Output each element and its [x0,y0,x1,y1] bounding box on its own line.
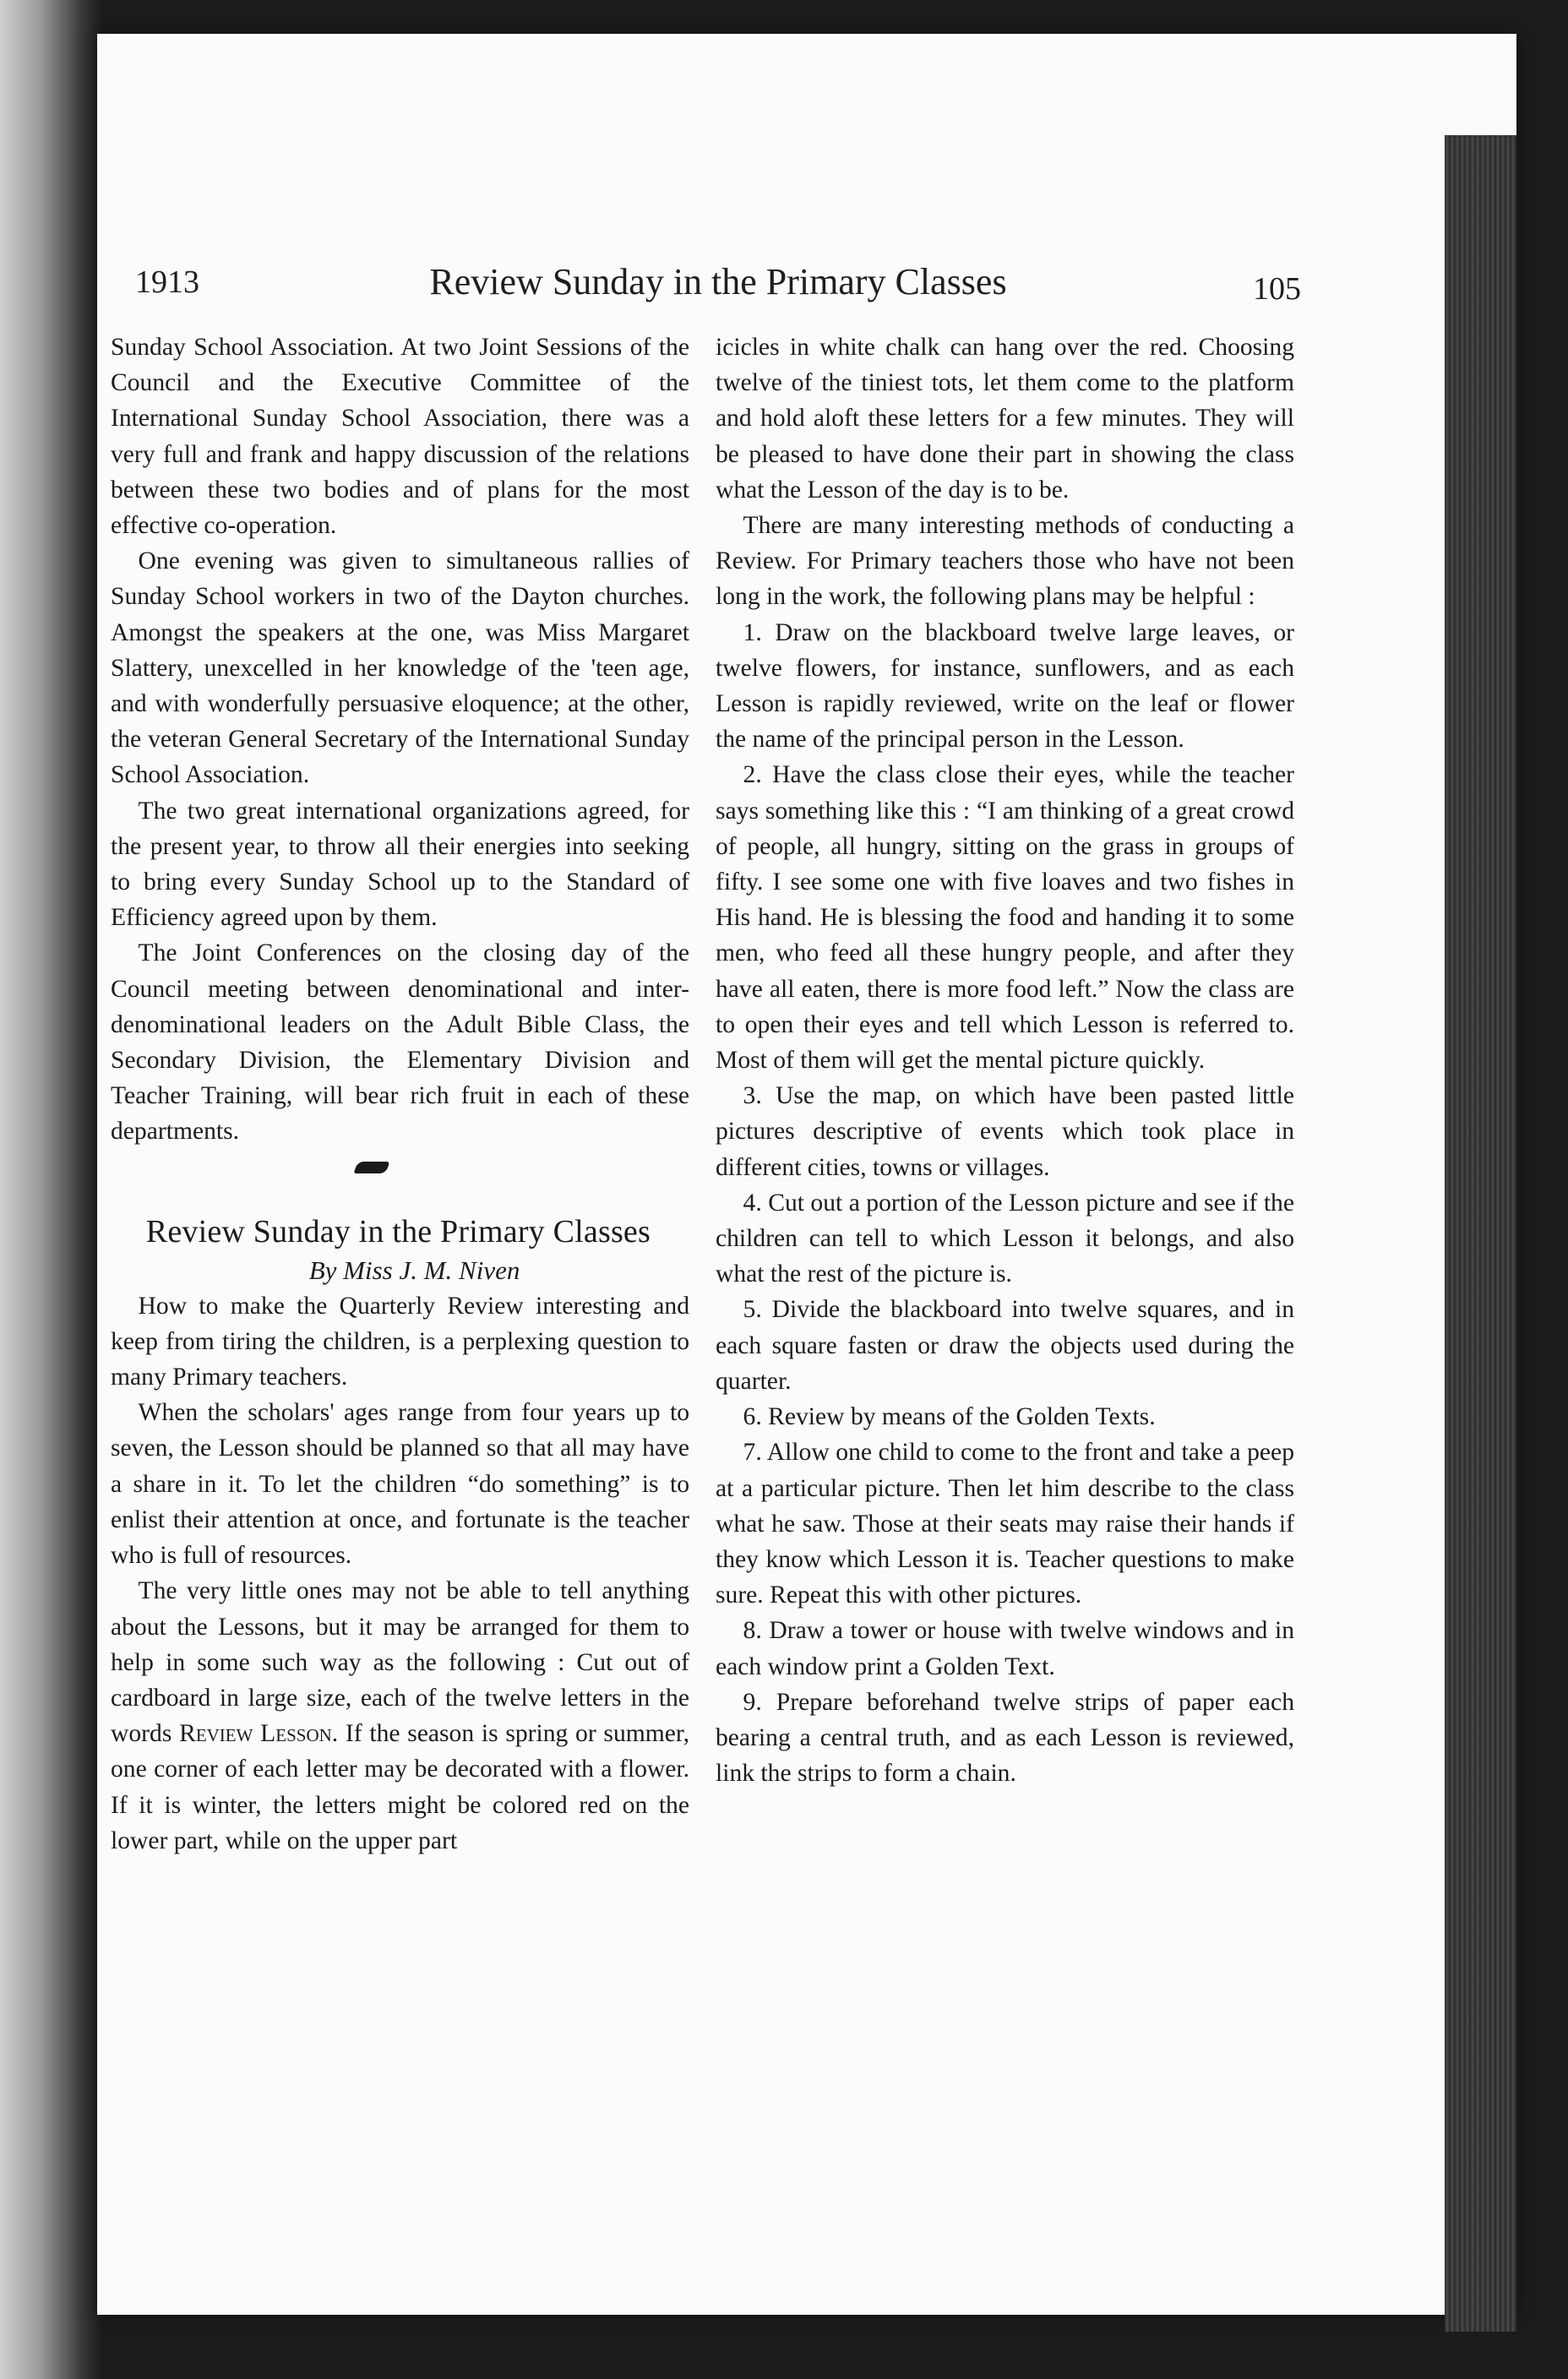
list-item: 9. Prepare beforehand twelve strips of paper each bearing a central truth, and as each Lesson is reviewed, link the strips to form a chain. [716,1688,1294,1788]
paragraph-text: The very little ones may not be able to tell anything about the Lessons, but it may be arranged for them to help in some such way as the following : Cut out of cardboard in large size, each of the twelve letters in the words [111,1577,689,1748]
paragraph: One evening was given to simultaneous rallies of Sunday School workers in two of the Dayton churches. Amongst the speakers at the one, was Miss Margaret Slattery, unexcelled in her knowledge of the 'teen age, and with wonderfully persuasive eloquence; at the other, the veteran General Secretary of the International Sunday School Association. [111,547,689,789]
small-caps-words: Review Lesson [179,1720,332,1748]
list-item: 2. Have the class close their eyes, while the teacher says something like this : “I am thinking of a great crowd of people, all hungry, sitting on the grass in groups of fifty. I see some one with five loaves and two fishes in His hand. He is blessing the food and handing it to some men, who feed all these hungry people, and after they have all eaten, there is more food left.” Now the class are to open their eyes and tell which Lesson is referred to. Most of them will get the mental picture quickly. [716,761,1294,1075]
paragraph: When the scholars' ages range from four years up to seven, the Lesson should be planned so that all may have a share in it. To let the children “do something” is to enlist their attention at once, and fortunate is the teacher who is full of resources. [111,1399,689,1570]
right-column [716,329,1294,1791]
paragraph: The two great international organizations agreed, for the present year, to throw all their energies into seeking to bring every Sunday School up to the Standard of Efficiency agreed upon by them. [111,797,689,932]
article-byline: By Miss J. M. Niven [308,1255,520,1285]
paragraph: icicles in white chalk can hang over the red. Choosing twelve of the tiniest tots, let them come to the platform and hold aloft these letters for a few minutes. They will be pleased to have done their part in showing the class what the Lesson of the day is to be. [716,334,1294,504]
paragraph-text: . If the season is spring or summer, one corner of each letter may be decorated with a flower. If it is winter, the letters might be colored red on the lower part, while on the upper part [111,1720,689,1854]
paragraph: How to make the Quarterly Review interesting and keep from tiring the children, is a perplexing question to many Primary teachers. [111,1292,689,1391]
list-item: 1. Draw on the blackboard twelve large leaves, or twelve flowers, for instance, sunflowers, and as each Lesson is rapidly reviewed, write on the leaf or flower the name of the principal person in the Lesson. [716,618,1294,754]
page-stack-edge [1445,135,1516,2332]
list-item: 6. Review by means of the Golden Texts. [743,1403,1156,1431]
section-ornament [353,1162,389,1173]
left-column [111,329,689,1859]
list-item: 5. Divide the blackboard into twelve squares, and in each square fasten or draw the objects used during the quarter. [716,1296,1294,1395]
list-item: 4. Cut out a portion of the Lesson picture and see if the children can tell to which Lesson it belongs, and also what the rest of the picture is. [716,1189,1294,1288]
list-item: 7. Allow one child to come to the front and take a peep at a particular picture. Then let him describe to the class what he saw. Those at their seats may raise their hands if they know which Lesson it is. Teacher questions to make sure. Repeat this with other pictures. [716,1439,1294,1609]
list-item: 3. Use the map, on which have been pasted little pictures descriptive of events which took place in different cities, towns or villages. [716,1082,1294,1181]
page-number: 105 [1253,271,1301,307]
article-title: Review Sunday in the Primary Classes [145,1213,651,1249]
running-title: Review Sunday in the Primary Classes [429,261,1007,302]
paragraph: There are many interesting methods of conducting a Review. For Primary teachers those who have not been long in the work, the following plans may be helpful : [716,512,1294,611]
header-year: 1913 [135,264,199,300]
paragraph: Sunday School Association. At two Joint Sessions of the Council and the Executive Committee of the International Sunday School Association, there was a very full and frank and happy discussion of the relations between these two bodies and of plans for the most effective co-operation. [111,334,689,540]
list-item: 8. Draw a tower or house with twelve windows and in each window print a Golden Text. [716,1617,1294,1680]
paragraph: The Joint Conferences on the closing day of the Council meeting between denominational and inter-denominational leaders on the Adult Bible Class, the Secondary Division, the Elementary Division and Teacher Training, will bear rich fruit in each of these departments. [111,939,689,1146]
scan-left-margin [0,0,101,2379]
running-header [135,253,1301,321]
paragraph [111,1573,689,1859]
